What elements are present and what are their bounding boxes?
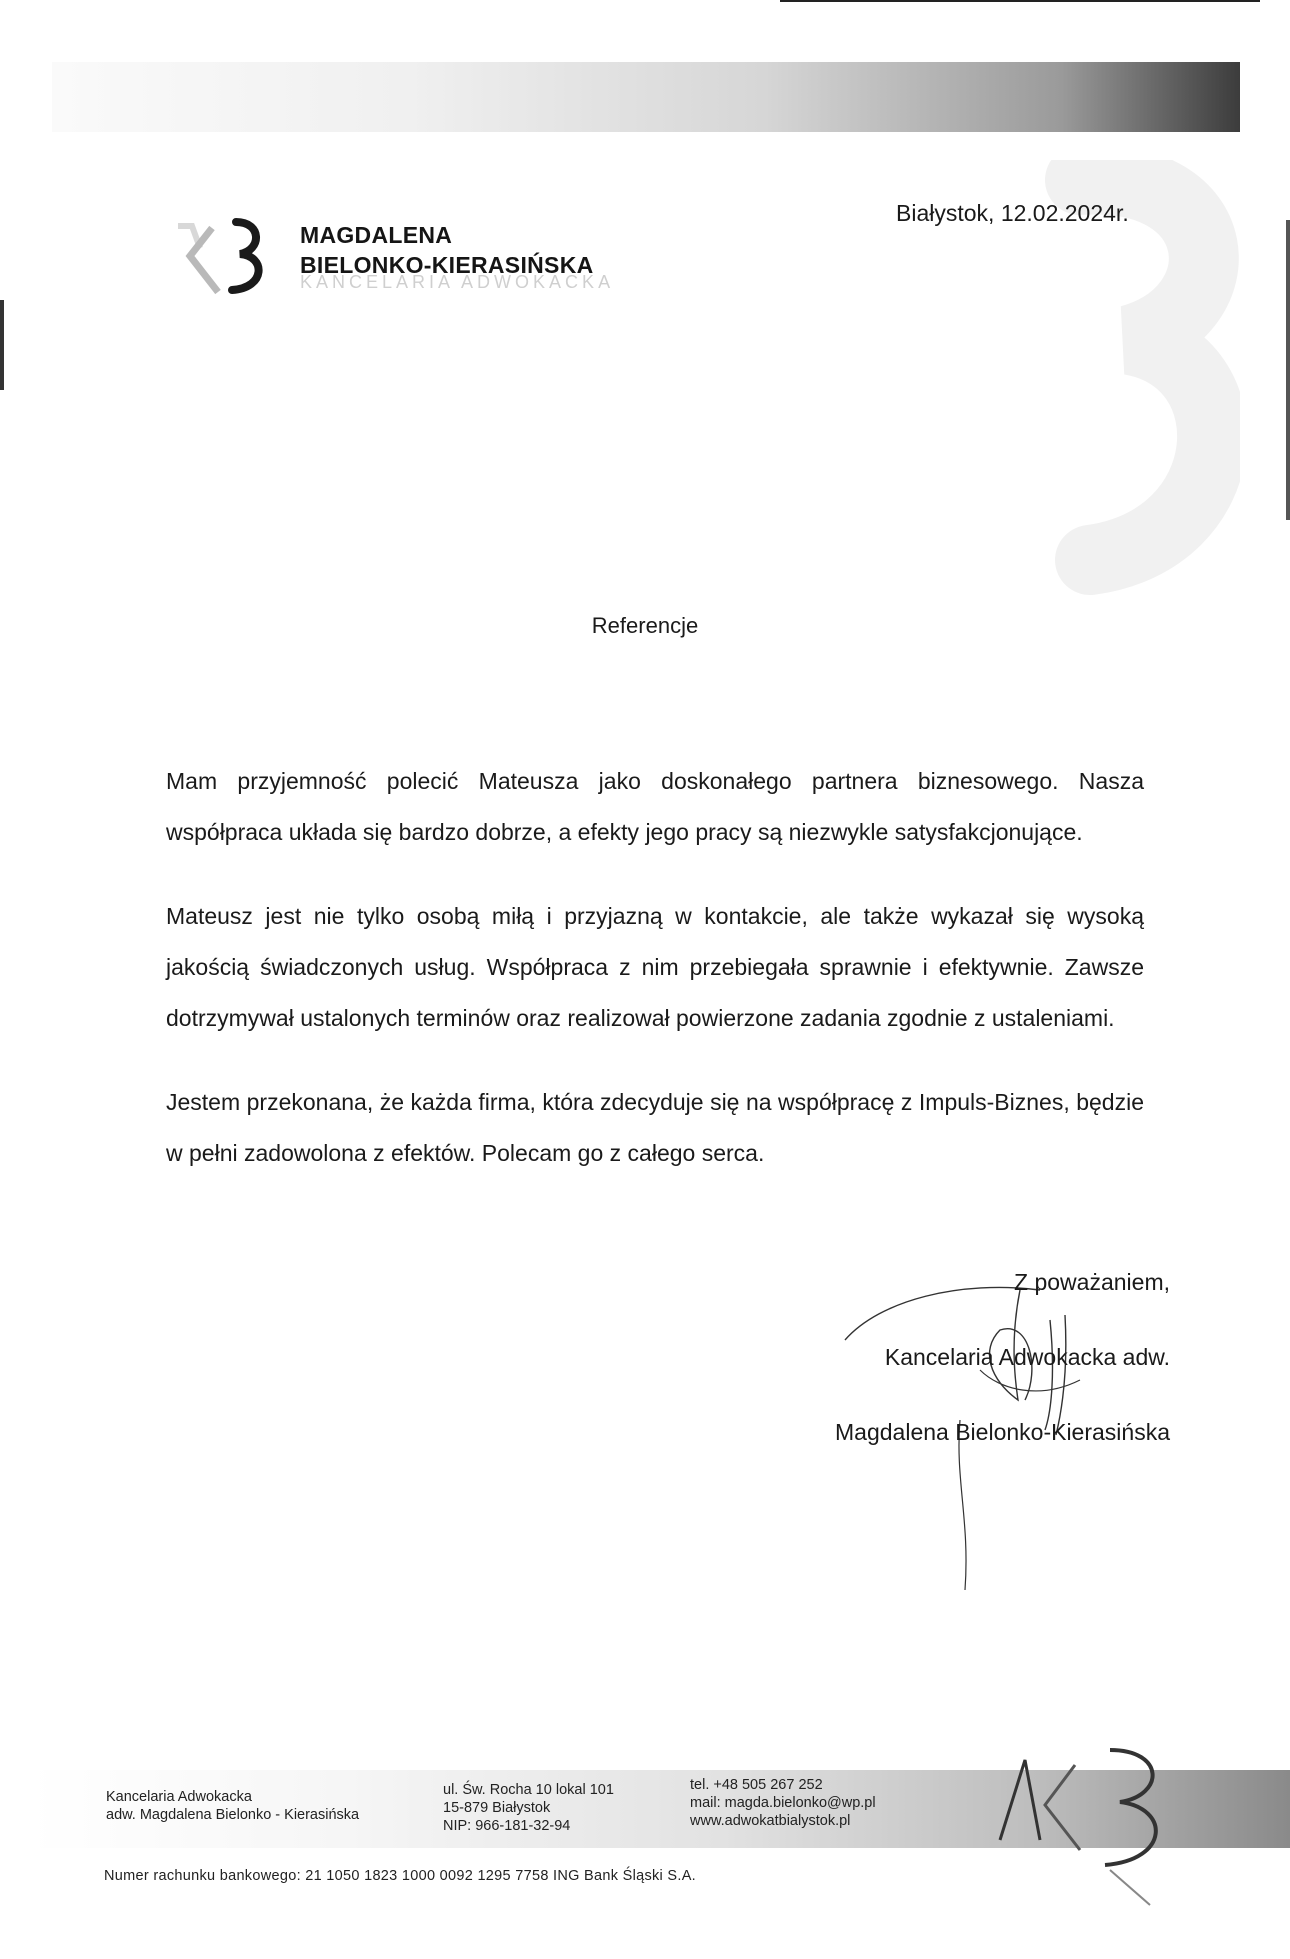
footer-office-info [106,1788,359,1824]
bank-account: Numer rachunku bankowego: 21 1050 1823 1000 0092 1295 7758 ING Bank Śląski S.A. [104,1868,697,1884]
footer-nip: NIP: 966-181-32-94 [443,1818,571,1834]
signoff-block [740,1245,1170,1470]
letterhead-name-line2: BIELONKO-KIERASIŃSKA [300,252,594,278]
law-office-logo-icon [170,208,280,308]
footer-city: 15-879 Białystok [443,1800,551,1816]
footer-email: mail: magda.bielonko@wp.pl [690,1795,876,1811]
body-paragraph-1: Mam przyjemność polecić Mateusza jako doskonałego partnera biznesowego. Nasza współpraca układa się bardzo dobrze, a efekty jego pracy są niezwykle satysfakcjonujące. [166,768,1144,845]
signoff-name: Magdalena Bielonko-Kierasińska [835,1419,1170,1445]
letter-body [166,756,1144,1212]
letterhead-name [300,220,594,280]
footer-phone: tel. +48 505 267 252 [690,1777,823,1793]
letter-date: Białystok, 12.02.2024r. [896,200,1129,226]
footer-logo-icon [980,1720,1180,1920]
letter-title: Referencje [591,613,699,638]
letterhead-band [52,62,1240,132]
letterhead-subtitle: KANCELARIA ADWOKACKA [300,272,615,292]
scan-edge-right [1286,220,1290,520]
signoff-office: Kancelaria Adwokacka adw. [884,1344,1170,1370]
letterhead-name-line1: MAGDALENA [300,222,453,248]
footer-contact [690,1776,876,1830]
scan-edge-left [0,300,4,390]
footer-advocate-name: adw. Magdalena Bielonko - Kierasińska [106,1807,360,1823]
body-paragraph-2: Mateusz jest nie tylko osobą miłą i przyjazną w kontakcie, ale także wykazał się wysoką jakością świadczonych usług. Współpraca z nim przebiegała sprawnie i efektywnie. Zawsze dotrzymywał ustalonych terminów oraz realizował powierzone zadania zgodnie z ustaleniami. [166,903,1144,1031]
footer-address [443,1781,614,1835]
footer-website: www.adwokatbialystok.pl [690,1813,851,1829]
body-paragraph-3: Jestem przekonana, że każda firma, która zdecyduje się na współpracę z Impuls-Biznes, będzie w pełni zadowolona z efektów. Polecam go z całego serca. [166,1089,1144,1166]
signoff-greeting: Z poważaniem, [1014,1269,1170,1295]
footer-office-name: Kancelaria Adwokacka [106,1789,252,1805]
scan-edge-top [780,0,1260,2]
footer-street: ul. Św. Rocha 10 lokal 101 [443,1782,614,1798]
